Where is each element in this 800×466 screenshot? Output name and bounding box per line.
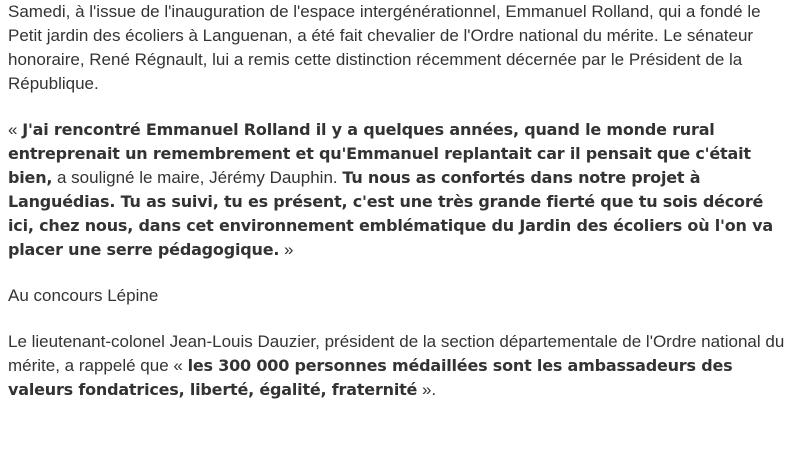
paragraph-quote-mayor xyxy=(8,118,790,262)
quote-attribution: a souligné le maire, Jérémy Dauphin. xyxy=(52,168,343,187)
quote-bold-part-1: J'ai rencontré Emmanuel Rolland il y a quelques années, quand le monde rural entreprenait un remembrement et qu'Emmanuel replantait car il pensait que c'était bien, xyxy=(8,120,751,187)
quote-bold-part-2: Tu nous as confortés dans notre projet à Languédias. Tu as suivi, tu es présent, c'est une très grande fierté que tu sois décoré ici, chez nous, dans cet environnement emblématique du Jardin des écoliers où l'on va placer une serre pédagogique. xyxy=(8,168,773,259)
dauzier-close-text: ». xyxy=(417,380,437,399)
dauzier-intro-text: Le lieutenant-colonel Jean-Louis Dauzier, président de la section départementale de l'Ordre national du mérite, a rappelé que « xyxy=(8,332,785,375)
quote-close-mark: » xyxy=(279,240,294,259)
paragraph-intro: Samedi, à l'issue de l'inauguration de l'espace intergénérationnel, Emmanuel Rolland, qui a fondé le Petit jardin des écoliers à Languenan, a été fait chevalier de l'Ordre national du mérite. Le sénateur honoraire, René Régnault, lui a remis cette distinction récemment décernée par le Président de la République. xyxy=(8,2,761,93)
paragraph-dauzier xyxy=(8,330,790,402)
quote-open-mark: « xyxy=(8,120,23,139)
subheading-concours: Au concours Lépine xyxy=(8,286,159,305)
dauzier-quote-bold: les 300 000 personnes médaillées sont les ambassadeurs des valeurs fondatrices, liberté, égalité, fraternité xyxy=(8,356,733,399)
